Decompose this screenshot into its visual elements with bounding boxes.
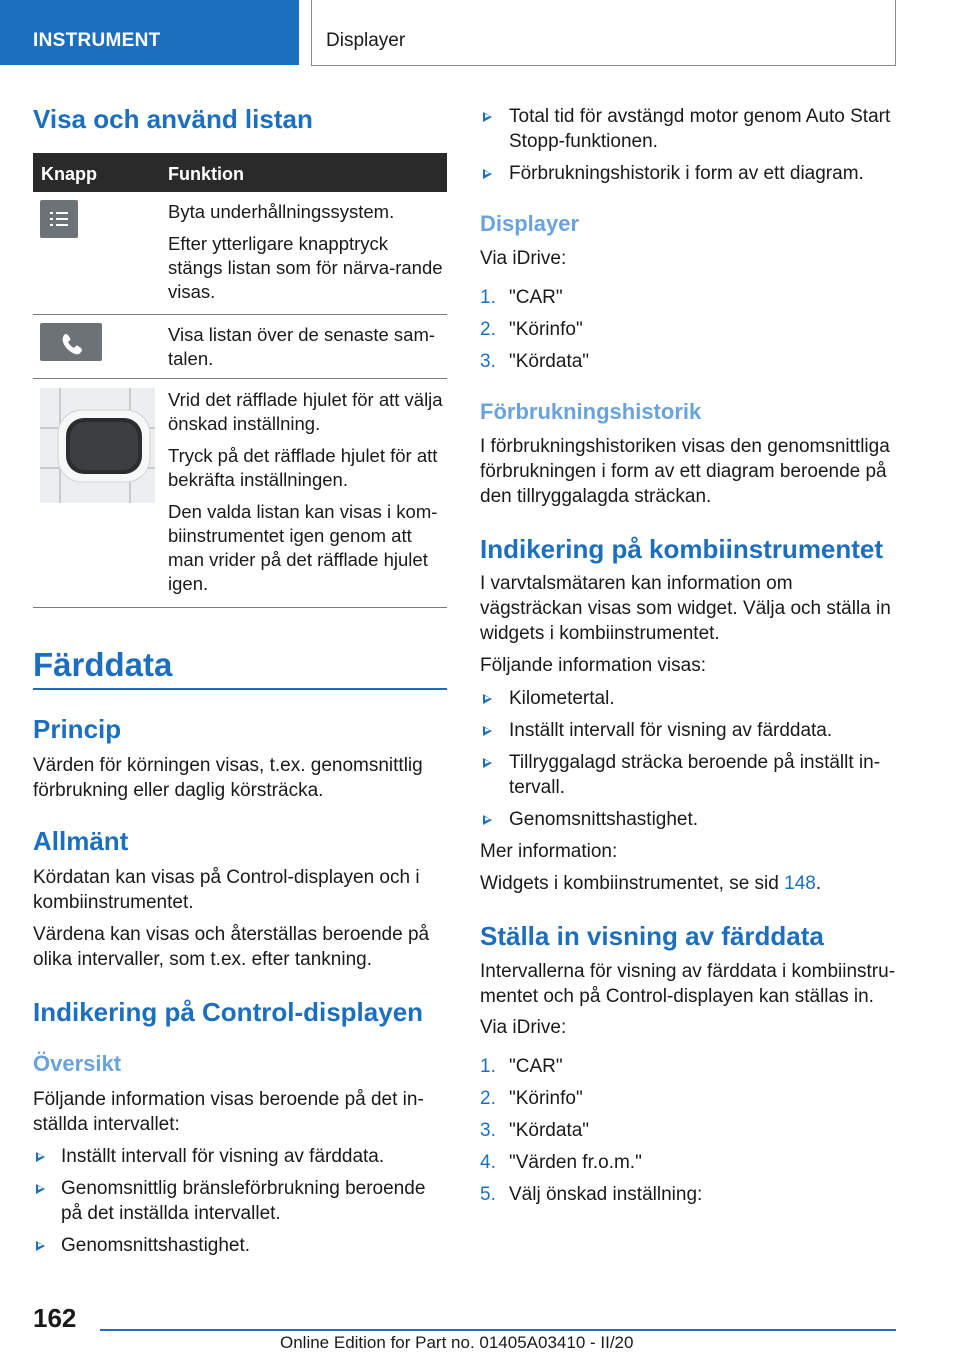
step-number: 1. (480, 287, 496, 308)
step-number: 5. (480, 1184, 496, 1205)
table-row-3-line-2: Tryck på det räfflade hjulet för att bekräfta inställningen. (168, 445, 438, 490)
widgets-reference-text: Widgets i kombiinstrumentet, se sid (480, 873, 785, 894)
displayer-heading: Displayer (480, 211, 580, 236)
table-row-3-text (168, 388, 443, 604)
table-divider (33, 314, 447, 315)
table-row-2-text (168, 323, 443, 379)
allmant-text-1: Kördatan kan visas på Control-displayen och i kombiinstrumentet. (33, 867, 420, 913)
displayer-step: "CAR" (509, 287, 563, 308)
princip-text: Värden för körningen visas, t.ex. genomsnittlig förbrukning eller daglig körsträcka. (33, 755, 423, 801)
princip-heading: Princip (33, 714, 122, 744)
kombi-list-item: Kilometertal. (509, 688, 615, 709)
triangle-bullet-icon (483, 112, 492, 122)
table-header-row (33, 153, 447, 192)
mer-info-label: Mer information: (480, 841, 618, 862)
chapter-title: Färddata (33, 646, 173, 683)
triangle-bullet-icon (483, 726, 492, 736)
header-topic-box (311, 0, 896, 66)
stalla-step: "Kördata" (509, 1120, 590, 1141)
table-row-1-line-1: Byta underhållningssystem. (168, 201, 395, 222)
stalla-text: Intervallerna för visning av färddata i kombiinstru-mentet och på Control-displayen kan ställas in. (480, 961, 896, 1007)
stalla-step: "Värden fr.o.m." (509, 1152, 642, 1173)
stalla-step: Välj önskad inställning: (509, 1184, 703, 1205)
header-section-tab (0, 0, 299, 65)
page-link-148[interactable]: 148 (784, 873, 816, 894)
table-divider (33, 607, 447, 608)
header-section-label: INSTRUMENT (33, 30, 161, 51)
displayer-step: "Kördata" (509, 351, 590, 372)
table-row-3-line-1: Vrid det räfflade hjulet för att välja önskad inställning. (168, 389, 443, 434)
via-idrive-label: Via iDrive: (480, 1017, 567, 1038)
kombi-heading: Indikering på kombiinstrumentet (480, 534, 884, 564)
table-row-1-text (168, 200, 443, 312)
widgets-reference (480, 871, 821, 896)
triangle-bullet-icon (483, 758, 492, 768)
top-list-item: Total tid för avstängd motor genom Auto Start Stopp-funktionen. (509, 106, 891, 152)
table-row-1-line-2: Efter ytterligare knapptryck stängs listan som för närva-rande visas. (168, 233, 443, 302)
triangle-bullet-icon (483, 694, 492, 704)
step-number: 3. (480, 351, 496, 372)
oversikt-list-item: Inställt intervall för visning av färddata. (61, 1146, 385, 1167)
kombi-list-item: Tillryggalagd sträcka beroende på inställt in-tervall. (509, 752, 881, 798)
triangle-bullet-icon (483, 815, 492, 825)
step-number: 2. (480, 319, 496, 340)
triangle-bullet-icon (483, 169, 492, 179)
table-divider (33, 378, 447, 379)
oversikt-list-item: Genomsnittshastighet. (61, 1235, 251, 1256)
page-number: 162 (33, 1303, 77, 1333)
kombi-list-item: Genomsnittshastighet. (509, 809, 699, 830)
table-header-funktion: Funktion (168, 164, 244, 184)
control-display-heading: Indikering på Control-displayen (33, 997, 424, 1027)
step-number: 1. (480, 1056, 496, 1077)
footer-edition: Online Edition for Part no. 01405A03410 - II/20 (280, 1333, 634, 1352)
knurled-wheel-icon (40, 388, 155, 503)
phone-handset-icon (40, 323, 102, 361)
oversikt-text: Följande information visas beroende på det in-ställda intervallet: (33, 1089, 424, 1135)
triangle-bullet-icon (36, 1241, 45, 1251)
header-topic-label: Displayer (326, 30, 406, 51)
oversikt-heading: Översikt (33, 1051, 122, 1076)
triangle-bullet-icon (36, 1152, 45, 1162)
menu-lines-icon (40, 200, 78, 238)
stalla-step: "CAR" (509, 1056, 563, 1077)
triangle-bullet-icon (36, 1184, 45, 1194)
forbrukning-heading: Förbrukningshistorik (480, 399, 702, 424)
stalla-heading: Ställa in visning av färddata (480, 921, 824, 951)
top-list-item: Förbrukningshistorik i form av ett diagram. (509, 163, 864, 184)
stalla-step: "Körinfo" (509, 1088, 583, 1109)
widgets-reference-end: . (815, 873, 822, 894)
forbrukning-text: I förbrukningshistoriken visas den genomsnittliga förbrukningen i form av ett diagram beroende på den tillryggalagda sträckan. (480, 436, 890, 507)
chapter-underline (33, 688, 447, 690)
step-number: 3. (480, 1120, 496, 1141)
table-header-knapp: Knapp (41, 164, 97, 184)
kombi-list-item: Inställt intervall för visning av färddata. (509, 720, 833, 741)
table-title: Visa och använd listan (33, 104, 313, 134)
table-row-3-line-3: Den valda listan kan visas i kom-biinstrumentet igen genom att man vrider på det räfflade hjulet igen. (168, 501, 438, 594)
kombi-text: I varvtalsmätaren kan information om vägsträckan visas som widget. Välja och ställa in widgets i kombiinstrumentet. (480, 573, 891, 644)
allmant-text-2: Värdena kan visas och återställas beroende på olika intervaller, som t.ex. efter tankning. (33, 924, 430, 970)
table-row-2-line-1: Visa listan över de senaste sam-talen. (168, 324, 436, 369)
foljande-label: Följande information visas: (480, 655, 706, 676)
via-idrive-label: Via iDrive: (480, 248, 567, 269)
step-number: 4. (480, 1152, 496, 1173)
allmant-heading: Allmänt (33, 826, 129, 856)
oversikt-list-item: Genomsnittlig bränsleförbrukning beroende på det inställda intervallet. (61, 1178, 426, 1224)
displayer-step: "Körinfo" (509, 319, 583, 340)
step-number: 2. (480, 1088, 496, 1109)
footer-divider (100, 1329, 896, 1331)
